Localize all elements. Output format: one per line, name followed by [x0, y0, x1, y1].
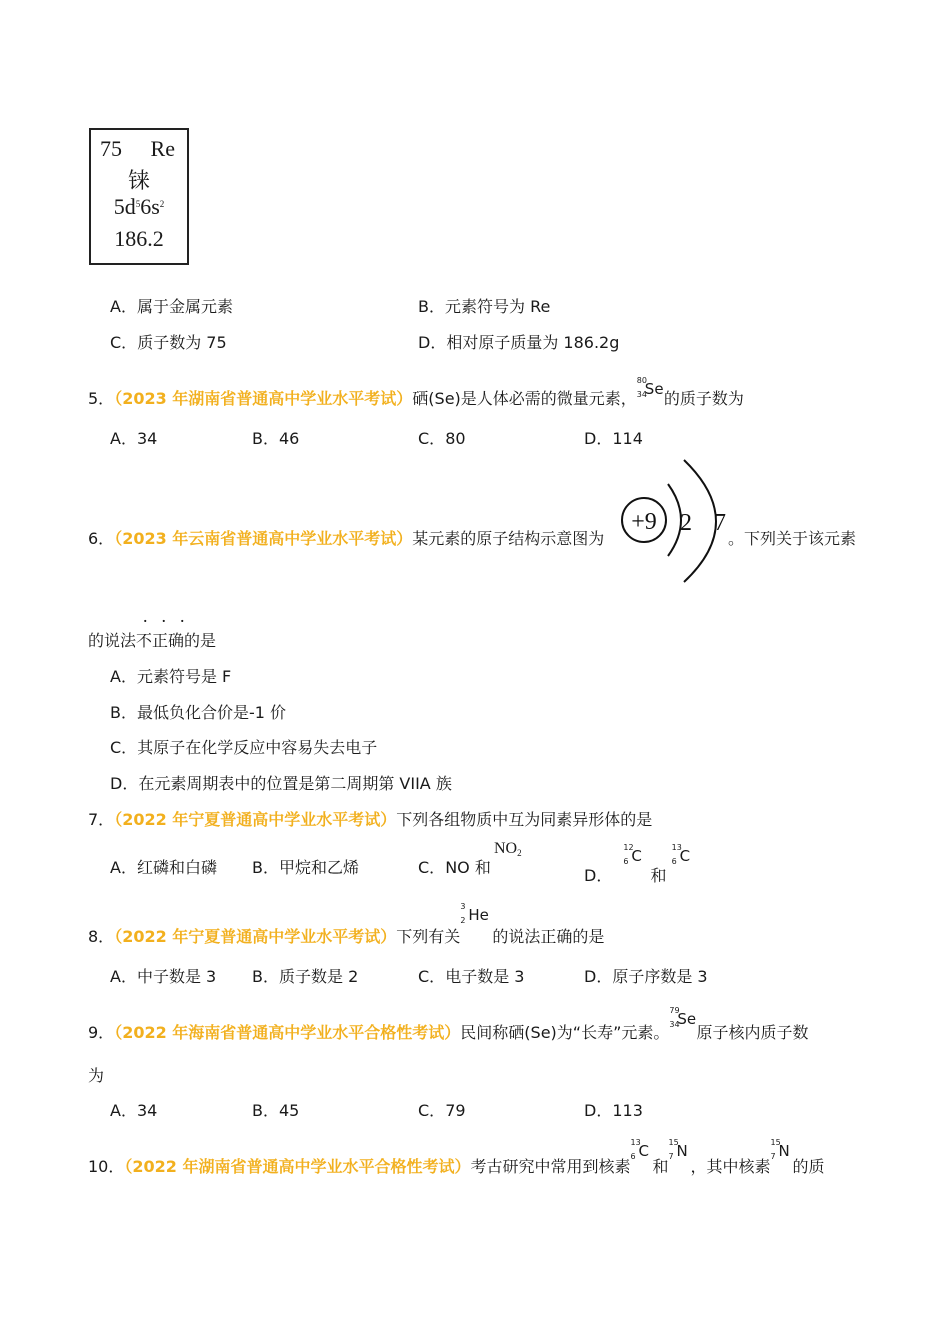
q6-option-b[interactable]: B．最低负化合价是-1 价 — [110, 703, 287, 722]
isotope-c-13: 13 6 C — [630, 1138, 649, 1161]
isotope-n-15: 15 7 N — [668, 1138, 688, 1161]
element-number: 75 — [100, 136, 122, 161]
element-symbol: Re — [150, 136, 175, 161]
q7-option-b[interactable]: B．甲烷和乙烯 — [252, 858, 359, 877]
q4-option-b[interactable]: B．元素符号为 Re — [418, 297, 551, 316]
question-number: 5． — [88, 389, 115, 408]
q6-option-c[interactable]: C．其原子在化学反应中容易失去电子 — [110, 738, 378, 757]
formula-no2: NO2 — [494, 840, 522, 858]
question-source: （2022 年宁夏普通高中学业水平考试） — [114, 927, 397, 946]
q5-option-d[interactable]: D．114 — [584, 429, 643, 448]
question-source: （2022 年湖南省普通高中学业水平合格性考试） — [124, 1157, 471, 1176]
q8-stem: 8．（2022 年宁夏普通高中学业水平考试）下列有关 3 2 He 的说法正确的是 — [88, 902, 605, 946]
q8-option-d[interactable]: D．原子序数是 3 — [584, 967, 708, 986]
q5-option-b[interactable]: B．46 — [252, 429, 300, 448]
question-number: 9． — [88, 1023, 115, 1042]
q9-option-c[interactable]: C．79 — [418, 1101, 466, 1120]
nucleus-charge: +9 — [631, 509, 657, 535]
q6-stem-cont: 。下列关于该元素 — [728, 529, 857, 548]
q7-option-a[interactable]: A．红磷和白磷 — [110, 858, 217, 877]
isotope-n-15-b: 15 7 N — [770, 1138, 790, 1161]
q4-option-d[interactable]: D．相对原子质量为 186.2g — [418, 333, 620, 352]
question-source: （2023 年云南省普通高中学业水平考试） — [114, 529, 413, 548]
q9-option-b[interactable]: B．45 — [252, 1101, 300, 1120]
atomic-structure-diagram — [618, 458, 728, 586]
q7-option-c[interactable]: C．NO 和 — [418, 858, 491, 877]
question-source: （2023 年湖南省普通高中学业水平考试） — [114, 389, 413, 408]
isotope-he-3: 3 2 He — [460, 902, 489, 925]
q5-option-c[interactable]: C．80 — [418, 429, 466, 448]
question-number: 8． — [88, 927, 115, 946]
question-number: 7． — [88, 810, 115, 829]
question-source: （2022 年海南省普通高中学业水平合格性考试） — [114, 1023, 461, 1042]
element-card — [89, 128, 189, 265]
isotope-c-12: 12 6 C — [623, 843, 642, 866]
q9-stem: 9．（2022 年海南省普通高中学业水平合格性考试）民间称硒(Se)为“长寿”元素。 79 34 Se 原子核内质子数 — [88, 1006, 809, 1042]
q8-option-a[interactable]: A．中子数是 3 — [110, 967, 217, 986]
q4-option-c[interactable]: C．质子数为 75 — [110, 333, 227, 352]
isotope-se-79: 79 34 Se — [669, 1006, 697, 1029]
q9-option-d[interactable]: D．113 — [584, 1101, 643, 1120]
q8-option-c[interactable]: C．电子数是 3 — [418, 967, 525, 986]
question-source: （2022 年宁夏普通高中学业水平考试） — [114, 810, 397, 829]
q9-option-a[interactable]: A．34 — [110, 1101, 158, 1120]
emphasis-dots: ... — [143, 606, 199, 626]
element-config: $5d^56s^2$ — [113, 194, 165, 219]
q10-stem: 10．（2022 年湖南省普通高中学业水平合格性考试）考古研究中常用到核素 13 6 C 和 15 7 N ，其中核素 15 7 N 的质 — [88, 1138, 825, 1176]
q5-stem: 5．（2023 年湖南省普通高中学业水平考试）硒(Se)是人体必需的微量元素， 80 34 Se 的质子数为 — [88, 376, 744, 408]
q9-stem-line2: 为 — [88, 1066, 105, 1085]
q6-option-a[interactable]: A．元素符号是 F — [110, 667, 232, 686]
q6-stem: 6．（2023 年云南省普通高中学业水平考试）某元素的原子结构示意图为 — [88, 529, 605, 548]
q4-option-a[interactable]: A．属于金属元素 — [110, 297, 233, 316]
question-number: 10． — [88, 1157, 125, 1176]
q6-option-d[interactable]: D．在元素周期表中的位置是第二周期第 VIIA 族 — [110, 774, 452, 793]
q8-option-b[interactable]: B．质子数是 2 — [252, 967, 359, 986]
element-name: 铼 — [127, 169, 150, 194]
q7-option-d[interactable]: D． 12 6 C 和 13 6 C — [584, 855, 694, 886]
isotope-se-80: 80 34 Se — [636, 376, 664, 399]
outer-shell-electrons: 7 — [714, 510, 726, 536]
q7-stem: 7．（2022 年宁夏普通高中学业水平考试）下列各组物质中互为同素异形体的是 — [88, 810, 653, 829]
inner-shell-electrons: 2 — [680, 510, 692, 536]
q5-option-a[interactable]: A．34 — [110, 429, 158, 448]
element-mass: 186.2 — [114, 226, 164, 251]
q6-stem-line2: 的说法不正确的是 — [88, 631, 217, 650]
question-number: 6． — [88, 529, 115, 548]
isotope-c-13: 13 6 C — [671, 843, 691, 866]
